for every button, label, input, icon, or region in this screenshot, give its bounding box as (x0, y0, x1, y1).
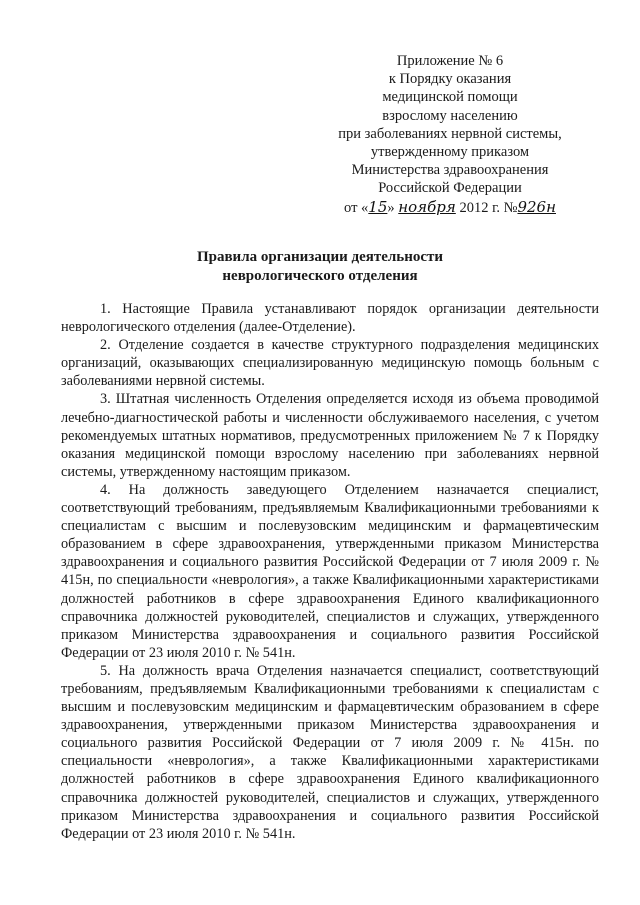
document-body (61, 300, 599, 843)
header-line: Министерства здравоохранения (351, 162, 549, 179)
date-prefix: от « (344, 199, 369, 216)
handwritten-day: 15 (368, 197, 388, 216)
handwritten-month: ноября (398, 197, 456, 216)
header-line: медицинской помощи (382, 89, 518, 106)
paragraph-3: 3. Штатная численность Отделения определяется исходя из объема проводимой лечебно-диагностической работы и численности обслуживаемого населения, с учетом рекомендуемых штатных нормативов, предусмотренных приложением № 7 к Порядку оказания медицинской помощи взрослому населению при заболеваниях нервной системы, утвержденному настоящим приказом. (61, 391, 599, 480)
document-title (60, 248, 580, 286)
order-date-line (300, 198, 600, 217)
appendix-header (300, 52, 600, 217)
header-line: к Порядку оказания (388, 71, 512, 88)
header-line: утвержденному приказом (370, 144, 530, 161)
date-mid: » (387, 199, 395, 216)
header-line: при заболеваниях нервной системы, (338, 125, 562, 142)
title-line-1: Правила организации деятельности (196, 249, 444, 265)
paragraph-2: 2. Отделение создается в качестве структурного подразделения медицинских организаций, оказывающих специализированную медицинскую помощь больным с заболеваниями нервной системы. (61, 337, 599, 390)
header-line: взрослому населению (382, 107, 518, 124)
header-line: Российской Федерации (378, 180, 522, 197)
paragraph-1: 1. Настоящие Правила устанавливают порядок организации деятельности неврологического отделения (далее-Отделение). (61, 301, 599, 336)
handwritten-order-number: 926н (517, 197, 556, 216)
paragraph-4: 4. На должность заведующего Отделением назначается специалист, соответствующий требованиям, предъявляемым Квалификационными требованиями к специалистам с высшим и послевузовским медицинским и фармацевтическим образованием в сфере здравоохранения, утвержденными приказом Министерства здравоохранения и социального развития Российской Федерации от 7 июля 2009 г. № 415н, по специальности «неврология», а также Квалификационными характеристиками должностей работников в сфере здравоохранения Единого квалификационного справочника должностей руководителей, специалистов и служащих, утвержденного приказом Министерства здравоохранения и социального развития Российской Федерации от 23 июля 2010 г. № 541н. (61, 481, 599, 661)
paragraph-5: 5. На должность врача Отделения назначается специалист, соответствующий требованиям, предъявляемым Квалификационными требованиями к специалистам с высшим и послевузовским медицинским и фармацевтическим образованием в сфере здравоохранения, утвержденными приказом Министерства здравоохранения и социального развития Российской Федерации от 7 июля 2009 г. № 415н. по специальности «неврология», а также Квалификационными характеристиками должностей работников в сфере здравоохранения Единого квалификационного справочника должностей руководителей, специалистов и служащих, утвержденного приказом Министерства здравоохранения и социального развития Российской Федерации от 23 июля 2010 г. № 541н. (61, 662, 599, 842)
header-line: Приложение № 6 (396, 53, 504, 69)
date-year: 2012 г. № (459, 199, 518, 216)
title-line-2: неврологического отделения (222, 268, 418, 284)
